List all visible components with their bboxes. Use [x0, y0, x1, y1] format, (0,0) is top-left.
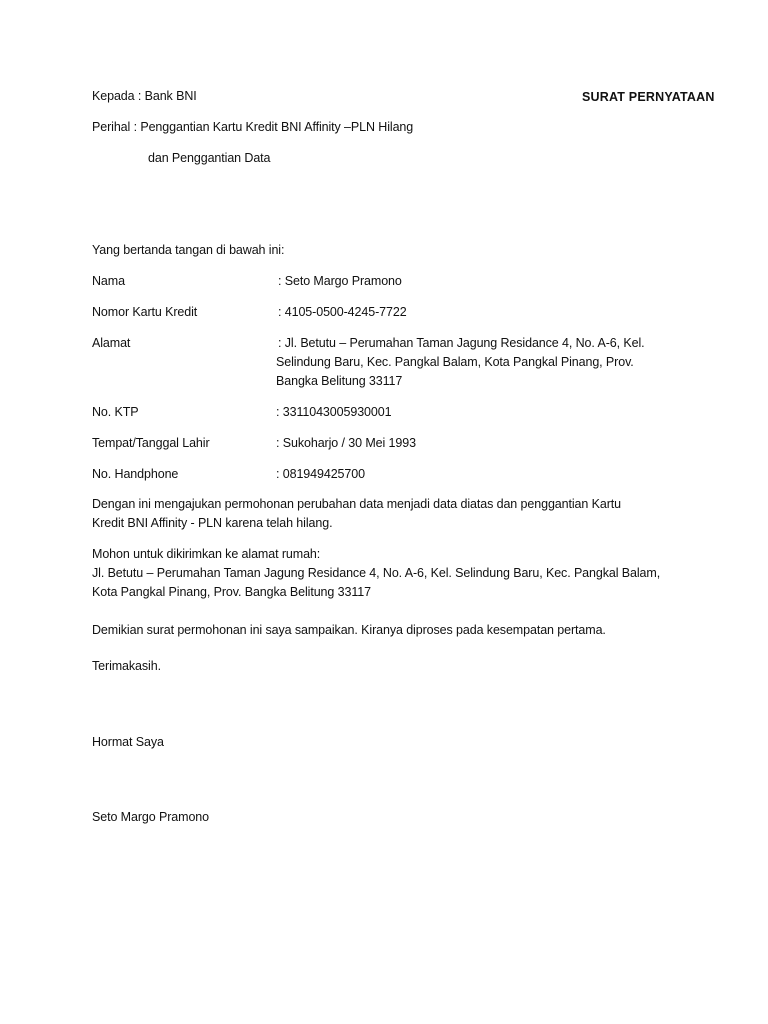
field-value-address-line2: Selindung Baru, Kec. Pangkal Balam, Kota Pangkal Pinang, Prov. [276, 355, 634, 369]
field-value-ktp: : 3311043005930001 [276, 405, 392, 419]
signer-name: Seto Margo Pramono [92, 810, 210, 824]
shipping-paragraph-line2: Jl. Betutu – Perumahan Taman Jagung Residance 4, No. A-6, Kel. Selindung Baru, Kec. Pangkal Balam, [92, 566, 661, 580]
letter-title: SURAT PERNYATAAN [582, 90, 715, 104]
field-label-ktp: No. KTP [92, 405, 139, 419]
thanks-text: Terimakasih. [92, 659, 161, 673]
field-value-address-line1: : Jl. Betutu – Perumahan Taman Jagung Residance 4, No. A-6, Kel. [278, 336, 645, 350]
closing-paragraph: Demikian surat permohonan ini saya sampaikan. Kiranya diproses pada kesempatan pertama. [92, 623, 606, 637]
recipient-line: Kepada : Bank BNI [92, 89, 197, 103]
subject-line: Perihal : Penggantian Kartu Kredit BNI Affinity –PLN Hilang [92, 120, 414, 134]
field-value-birth: : Sukoharjo / 30 Mei 1993 [276, 436, 416, 450]
field-label-nama: Nama [92, 274, 125, 288]
field-value-phone: : 081949425700 [276, 467, 365, 481]
intro-text: Yang bertanda tangan di bawah ini: [92, 243, 285, 257]
field-value-address-line3: Bangka Belitung 33117 [276, 374, 403, 388]
signoff-text: Hormat Saya [92, 735, 164, 749]
field-value-card-number: : 4105-0500-4245-7722 [278, 305, 407, 319]
field-label-address: Alamat [92, 336, 131, 350]
field-label-phone: No. Handphone [92, 467, 179, 481]
shipping-paragraph-line1: Mohon untuk dikirimkan ke alamat rumah: [92, 547, 321, 561]
request-paragraph-line1: Dengan ini mengajukan permohonan perubahan data menjadi data diatas dan penggantian Kartu [92, 497, 622, 511]
field-label-card-number: Nomor Kartu Kredit [92, 305, 198, 319]
shipping-paragraph-line3: Kota Pangkal Pinang, Prov. Bangka Belitung 33117 [92, 585, 371, 599]
field-label-birth: Tempat/Tanggal Lahir [92, 436, 210, 450]
subject-line-continued: dan Penggantian Data [148, 151, 271, 165]
request-paragraph-line2: Kredit BNI Affinity - PLN karena telah hilang. [92, 516, 333, 530]
field-value-nama: : Seto Margo Pramono [278, 274, 402, 288]
